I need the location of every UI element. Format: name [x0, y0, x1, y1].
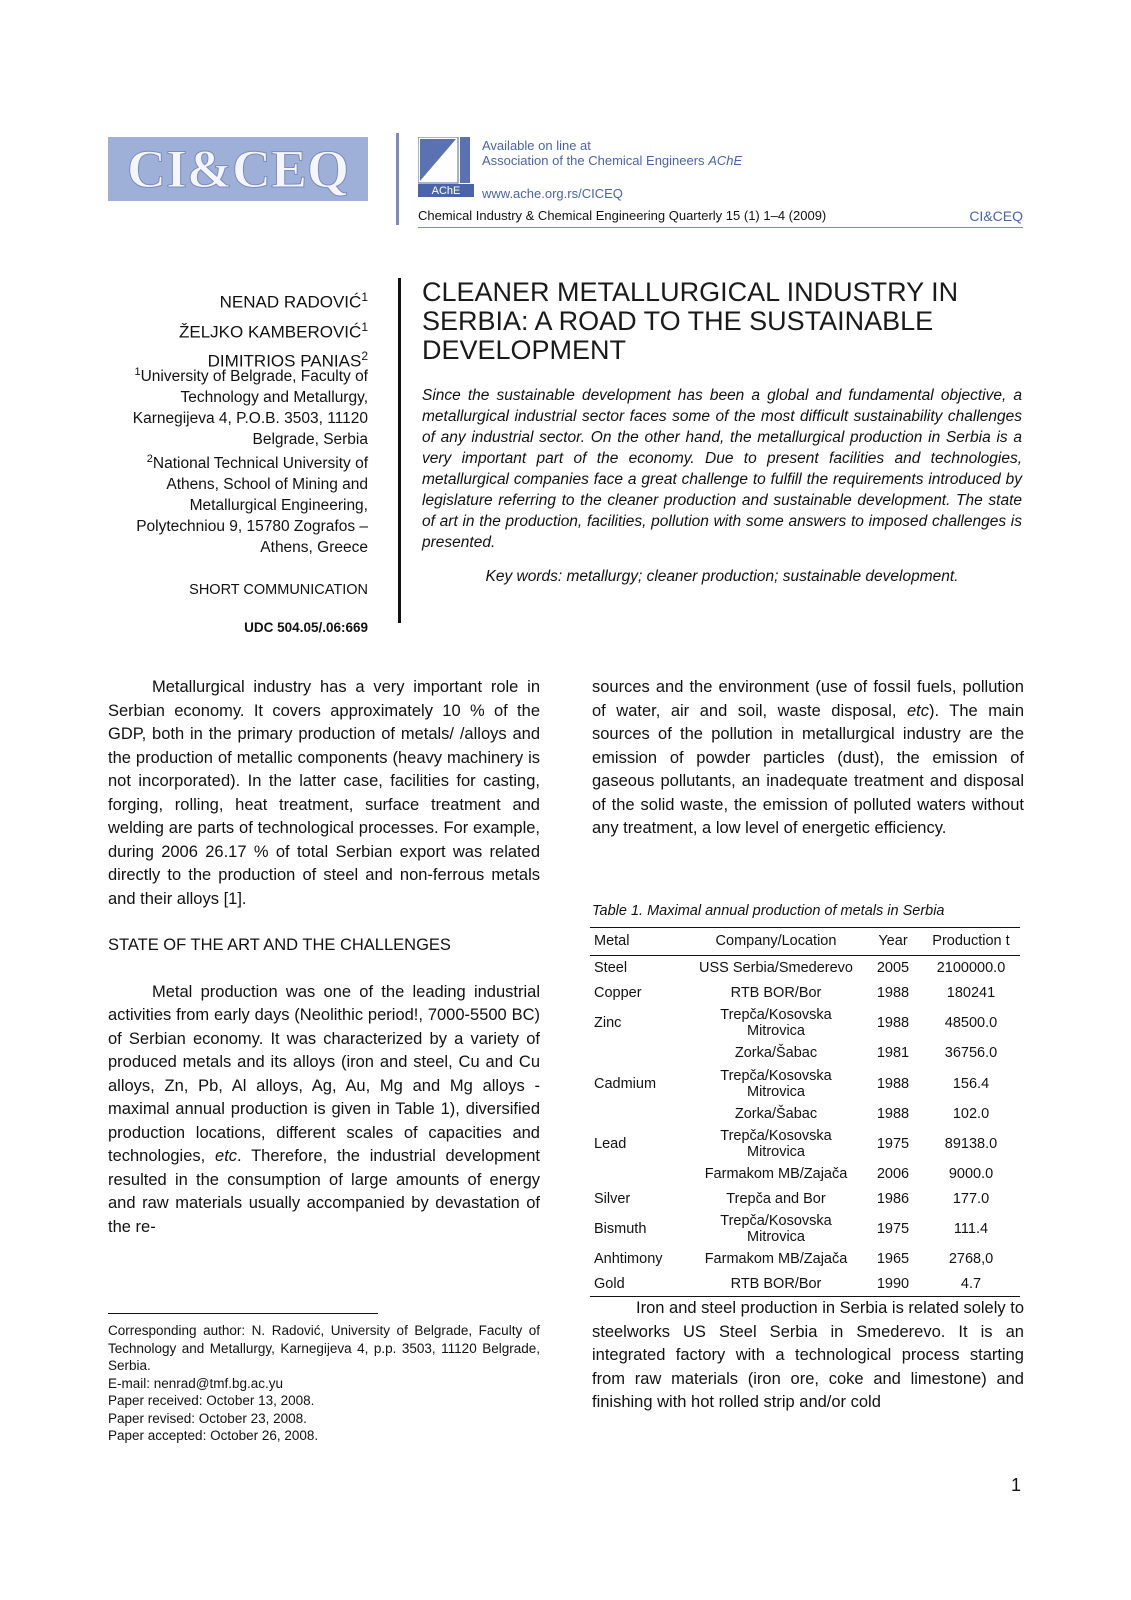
table-row: [590, 956, 1020, 981]
cell-production: 102.0: [952, 1105, 990, 1122]
table-row: [590, 1041, 1020, 1066]
cell-company: Trepča/Kosovska Mitrovica: [720, 1067, 832, 1100]
paragraph-state: Metal production was one of the leading industrial activities from early days (Neolithic period!, 7000-5500 BC) of Serbian economy. It was characterized by a variety of produced metals and its alloys (iron and steel, Cu and Cu alloys, Zn, Pb, Al alloys, Ag, Au, Mg and Mg alloys - maximal annual production is given in Table 1), diversified production locations, different scales of capacities and technologies, etc. Therefore, the industrial development resulted in the consumption of large amounts of energy and raw materials usually accompanied by devastation of the re-: [108, 982, 540, 1236]
cell-year: 1988: [876, 1015, 910, 1031]
table-row: [590, 1162, 1020, 1187]
cell-production: 36756.0: [944, 1045, 998, 1062]
cell-production: 156.4: [952, 1075, 990, 1092]
cell-production: 111.4: [953, 1221, 989, 1237]
cell-metal: [590, 1102, 688, 1127]
cell-metal: Zinc: [594, 1015, 622, 1031]
cell-company: Trepča/Kosovska Mitrovica: [720, 1128, 832, 1160]
cell-year: 1988: [876, 1105, 910, 1122]
header-year: Year: [878, 933, 908, 949]
cell-metal: [590, 1162, 688, 1187]
production-table: [590, 927, 1020, 1297]
affiliation-2: $^2$National Technical University of Athens, School of Mining and Metallurgical Engineering, Polytechniou 9, 15780 Zografos – Athens, Greece: [136, 453, 368, 557]
cell-year: 2006: [876, 1166, 910, 1183]
table-row: [590, 1066, 1020, 1102]
header-production: Production t: [932, 933, 1010, 949]
article-type: SHORT COMMUNICATION: [189, 582, 368, 598]
author-1: NENAD RADOVIĆ$^1$: [219, 290, 368, 312]
author-3: DIMITRIOS PANIAS$^2$: [207, 349, 368, 371]
table-row: [590, 1211, 1020, 1247]
cell-production: 4.7: [960, 1275, 982, 1292]
date-revised: Paper revised: October 23, 2008.: [108, 1410, 307, 1426]
cell-company: Trepča/Kosovska Mitrovica: [720, 1007, 832, 1039]
cell-production: 89138.0: [944, 1136, 998, 1152]
cell-year: 1965: [876, 1251, 910, 1268]
cell-metal: Lead: [594, 1136, 627, 1152]
journal-name: Chemical Industry & Chemical Engineering Quarterly 15 (1) 1–4 (2009): [418, 208, 827, 223]
cell-year: 1988: [876, 984, 910, 1001]
cell-year: 1975: [876, 1136, 910, 1152]
cell-metal: Silver: [594, 1190, 631, 1207]
availability-note: [482, 138, 742, 168]
author-2: ŽELJKO KAMBEROVIĆ$^1$: [178, 319, 368, 342]
email: E-mail: nenrad@tmf.bg.ac.yu: [108, 1375, 284, 1391]
svg-text:AChE: AChE: [431, 185, 461, 197]
cell-company: Farmakom MB/Zajača: [704, 1166, 848, 1183]
cell-production: 48500.0: [944, 1015, 998, 1031]
cell-company: Zorka/Šabac: [734, 1045, 818, 1062]
table-row: [590, 1247, 1020, 1272]
association-line: Association of the Chemical Engineers AChE: [482, 153, 743, 168]
table-row: [590, 1005, 1020, 1041]
cell-production: 9000.0: [948, 1166, 994, 1183]
available-line: Available on line at: [482, 138, 591, 153]
cell-production: 2100000.0: [936, 960, 1006, 977]
svg-text:CI&CEQ: CI&CEQ: [126, 139, 350, 199]
cell-metal: Steel: [594, 960, 628, 977]
cell-company: RTB BOR/Bor: [730, 1275, 822, 1292]
header-metal: Metal: [594, 933, 630, 949]
date-received: Paper received: October 13, 2008.: [108, 1393, 315, 1408]
udc-code: UDC 504.05/.06:669: [244, 620, 368, 635]
abstract: Since the sustainable development has been a global and fundamental objective, a metallurgical industrial sector faces some of the most difficult sustainability challenges of any industrial sector. On the other hand, the metallurgical production in Serbia is a very important part of the economy. Due to present facilities and technologies, metallurgical companies face a great challenge to fulfill the requirements introduced by legislature referring to the cleaner production and sustainable development. The state of art in the production, facilities, pollution with some answers to imposed challenges is presented.: [422, 387, 1022, 551]
cell-production: 2768,0: [948, 1251, 994, 1268]
paragraph-iron-steel: Iron and steel production in Serbia is related solely to steelworks US Steel Serbia in Smederevo. It is an integrated factory with a technological process starting from raw materials (iron ore, coke and limestone) and finishing with hot rolled strip and/or cold: [592, 1299, 1024, 1411]
cell-production: 180241: [946, 984, 996, 1001]
journal-url[interactable]: www.ache.org.rs/CICEQ: [482, 186, 623, 201]
cell-year: 1988: [876, 1075, 910, 1092]
ache-logo: [418, 137, 474, 197]
cell-metal: [590, 1041, 688, 1066]
cell-company: Zorka/Šabac: [734, 1105, 818, 1122]
author-list: [179, 285, 368, 374]
footnote: [108, 1322, 540, 1445]
cell-production: 177.0: [952, 1190, 990, 1207]
table-row: [590, 1187, 1020, 1212]
table-row: [590, 1102, 1020, 1127]
cell-metal: Bismuth: [594, 1221, 647, 1237]
header-company: Company/Location: [715, 933, 837, 949]
meta-divider: [398, 278, 401, 623]
cell-metal: Copper: [594, 984, 642, 1001]
cell-company: Trepča/Kosovska Mitrovica: [720, 1213, 832, 1245]
paper-title: CLEANER METALLURGICAL INDUSTRY IN SERBIA: A ROAD TO THE SUSTAINABLE DEVELOPMENT: [422, 277, 959, 365]
journal-short: CI&CEQ: [969, 208, 1023, 224]
cell-year: 1986: [876, 1190, 910, 1207]
cell-company: Farmakom MB/Zajača: [704, 1251, 848, 1268]
body-left-column: [108, 676, 540, 1239]
cell-year: 1981: [876, 1045, 910, 1062]
cell-year: 1975: [876, 1221, 910, 1237]
cell-year: 2005: [876, 960, 910, 977]
date-accepted: Paper accepted: October 26, 2008.: [108, 1428, 319, 1443]
cell-year: 1990: [876, 1275, 910, 1292]
table-row: [590, 981, 1020, 1006]
journal-citation: [418, 208, 1023, 228]
affiliation-1: $^1$University of Belgrade, Faculty of Technology and Metallurgy, Karnegijeva 4, P.O.B. 3503, 11120 Belgrade, Serbia: [132, 366, 368, 449]
page-number: 1: [1011, 1475, 1022, 1495]
footnote-rule: [108, 1313, 378, 1314]
body-right-column: [592, 676, 1024, 841]
table-caption: Table 1. Maximal annual production of metals in Serbia: [592, 903, 945, 919]
cell-company: USS Serbia/Smederevo: [699, 960, 853, 977]
cell-company: RTB BOR/Bor: [730, 984, 822, 1001]
table-header-row: [590, 928, 1020, 956]
journal-logo: [108, 137, 368, 201]
body-right-column-lower: [592, 1297, 1024, 1415]
paragraph-pollution: sources and the environment (use of fossil fuels, pollution of water, air and soil, waste disposal, etc). The main sources of the pollution in metallurgical industry are the emission of powder particles (dust), the emission of gaseous pollutants, an inadequate treatment and disposal of the solid waste, the emission of polluted waters without any treatment, a low level of energetic efficiency.: [592, 678, 1024, 837]
section-heading: STATE OF THE ART AND THE CHALLENGES: [108, 936, 451, 954]
paragraph-intro: Metallurgical industry has a very important role in Serbian economy. It covers approximately 10 % of the GDP, both in the primary production of metals/ /alloys and the production of metallic components (heavy machinery is not incorporated). In the latter case, facilities for casting, forging, rolling, heat treatment, surface treatment and welding are parts of technological processes. For example, during 2006 26.17 % of total Serbian export was related directly to the production of steel and non-ferrous metals and their alloys [1].: [108, 678, 540, 908]
cell-metal: Gold: [594, 1275, 625, 1292]
table-row: [590, 1126, 1020, 1162]
header-divider: [396, 133, 399, 225]
cell-metal: Cadmium: [594, 1075, 657, 1092]
table-row: [590, 1272, 1020, 1297]
keywords: Key words: metallurgy; cleaner production; sustainable development.: [485, 568, 959, 585]
cell-metal: Anhtimony: [594, 1251, 663, 1268]
cell-company: Trepča and Bor: [726, 1190, 826, 1207]
corresponding-author: Corresponding author: N. Radović, University of Belgrade, Faculty of Technology and Metallurgy, Karnegijeva 4, p.p. 3503, 11120 Belgrade, Serbia.: [108, 1323, 540, 1373]
